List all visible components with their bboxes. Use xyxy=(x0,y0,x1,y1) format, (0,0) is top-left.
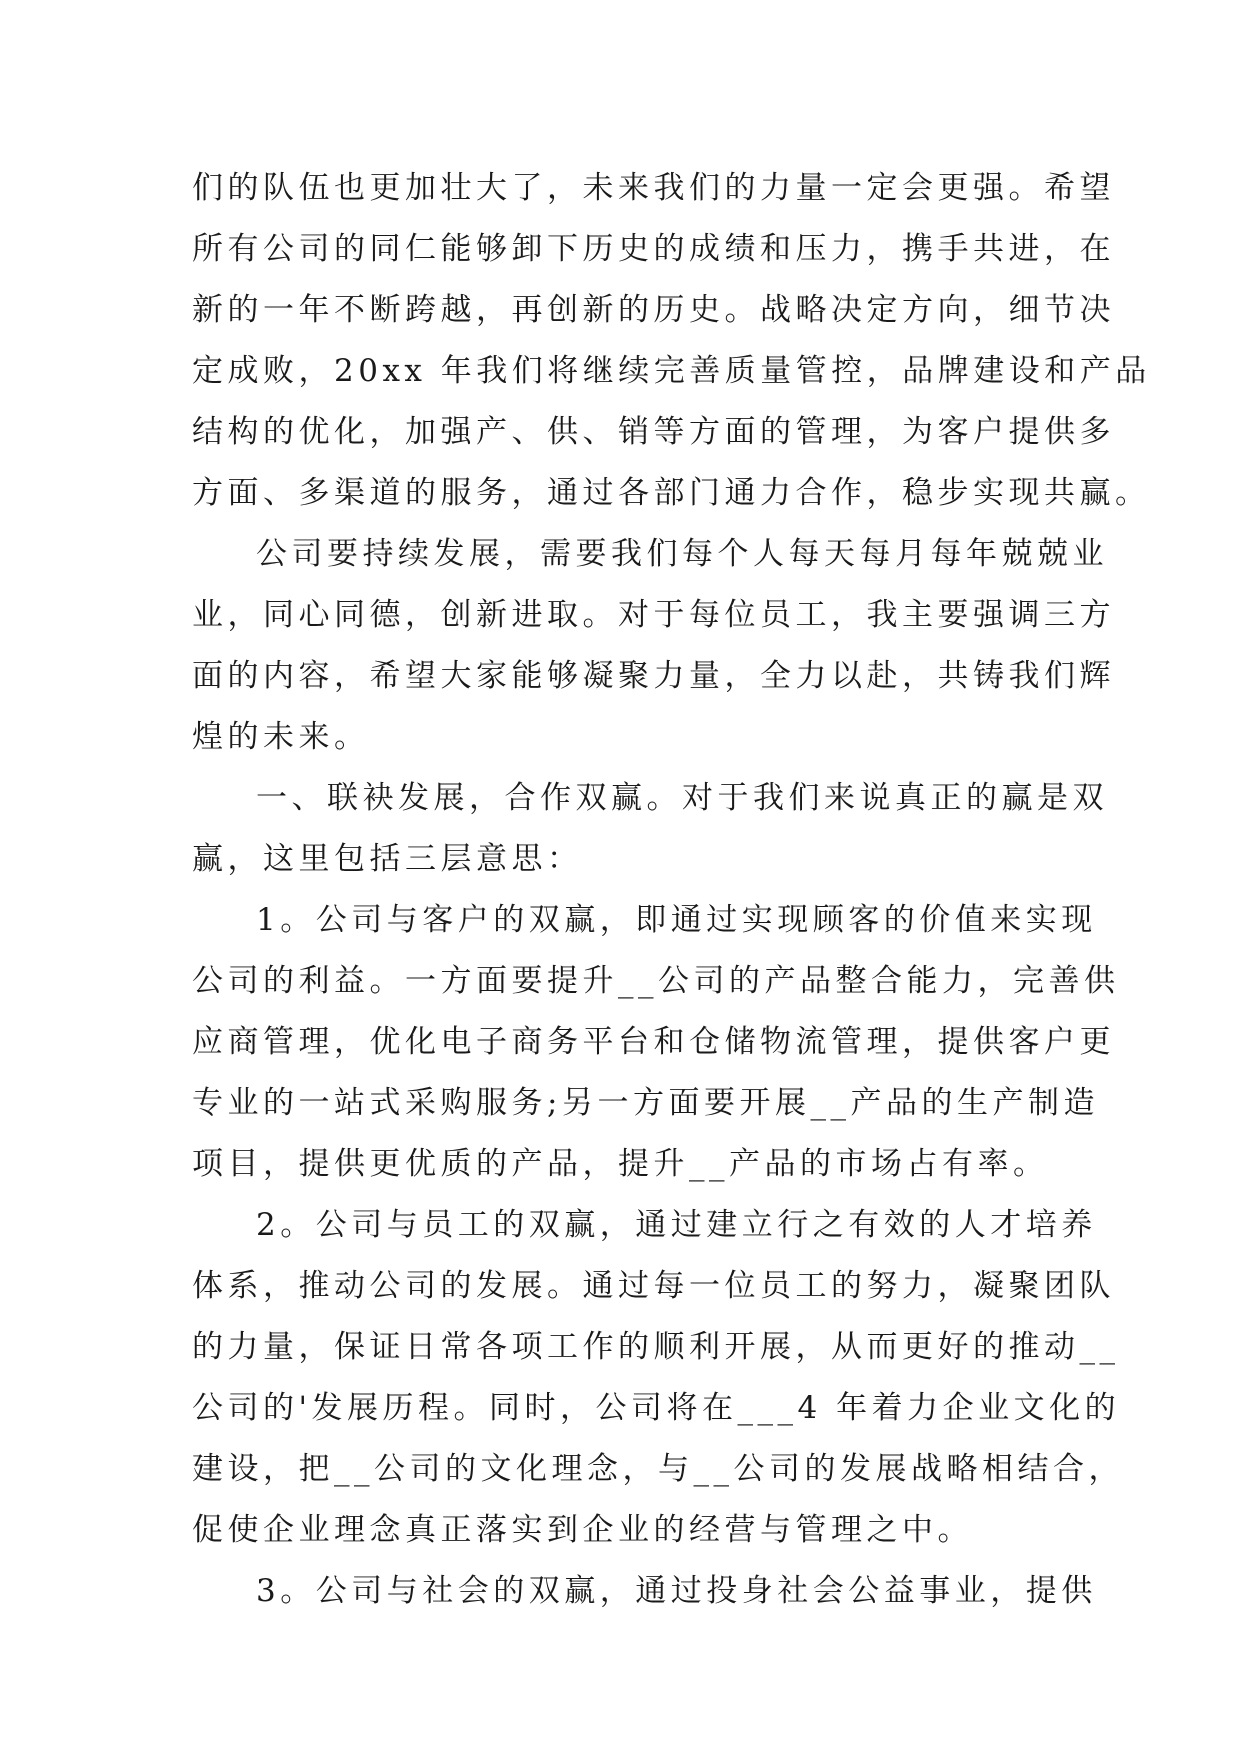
paragraph xyxy=(192,890,1120,1195)
text-line: 公司的'发展历程。同时，公司将在___4 年着力企业文化的 xyxy=(192,1390,1121,1426)
paragraph xyxy=(192,1561,1097,1622)
text-line: 定成败，20xx 年我们将继续完善质量管控，品牌建设和产品 xyxy=(192,353,1151,389)
text-line: 体系，推动公司的发展。通过每一位员工的努力，凝聚团队 xyxy=(192,1268,1115,1304)
text-line: 1。公司与客户的双赢，即通过实现顾客的价值来实现 xyxy=(256,902,1097,938)
text-line: 新的一年不断跨越，再创新的历史。战略决定方向，细节决 xyxy=(192,292,1115,328)
text-line: 项目，提供更优质的产品，提升__产品的市场占有率。 xyxy=(192,1146,1049,1182)
text-line: 结构的优化，加强产、供、销等方面的管理，为客户提供多 xyxy=(192,414,1115,450)
text-line: 公司的利益。一方面要提升__公司的产品整合能力，完善供 xyxy=(192,963,1120,999)
text-line: 们的队伍也更加壮大了，未来我们的力量一定会更强。希望 xyxy=(192,170,1115,206)
text-line: 一、联袂发展，合作双赢。对于我们来说真正的赢是双 xyxy=(256,780,1108,816)
text-line: 2。公司与员工的双赢，通过建立行之有效的人才培养 xyxy=(256,1207,1097,1243)
paragraph xyxy=(192,768,1108,890)
text-line: 应商管理，优化电子商务平台和仓储物流管理，提供客户更 xyxy=(192,1024,1115,1060)
text-line: 促使企业理念真正落实到企业的经营与管理之中。 xyxy=(192,1512,973,1548)
text-line: 煌的未来。 xyxy=(192,719,370,755)
text-line: 建设，把__公司的文化理念，与__公司的发展战略相结合， xyxy=(192,1451,1124,1487)
text-line: 所有公司的同仁能够卸下历史的成绩和压力，携手共进，在 xyxy=(192,231,1115,267)
text-line: 专业的一站式采购服务;另一方面要开展__产品的生产制造 xyxy=(192,1085,1099,1121)
document-page xyxy=(192,158,1151,1622)
paragraph xyxy=(192,1195,1124,1561)
text-line: 的力量，保证日常各项工作的顺利开展，从而更好的推动__ xyxy=(192,1329,1120,1365)
text-line: 公司要持续发展，需要我们每个人每天每月每年兢兢业 xyxy=(256,536,1108,572)
text-line: 业，同心同德，创新进取。对于每位员工，我主要强调三方 xyxy=(192,597,1115,633)
paragraph xyxy=(192,524,1115,768)
text-line: 方面、多渠道的服务，通过各部门通力合作，稳步实现共赢。 xyxy=(192,475,1151,511)
text-line: 面的内容，希望大家能够凝聚力量，全力以赴，共铸我们辉 xyxy=(192,658,1115,694)
text-line: 3。公司与社会的双赢，通过投身社会公益事业，提供 xyxy=(256,1573,1097,1609)
paragraph xyxy=(192,158,1151,524)
text-line: 赢，这里包括三层意思： xyxy=(192,841,583,877)
